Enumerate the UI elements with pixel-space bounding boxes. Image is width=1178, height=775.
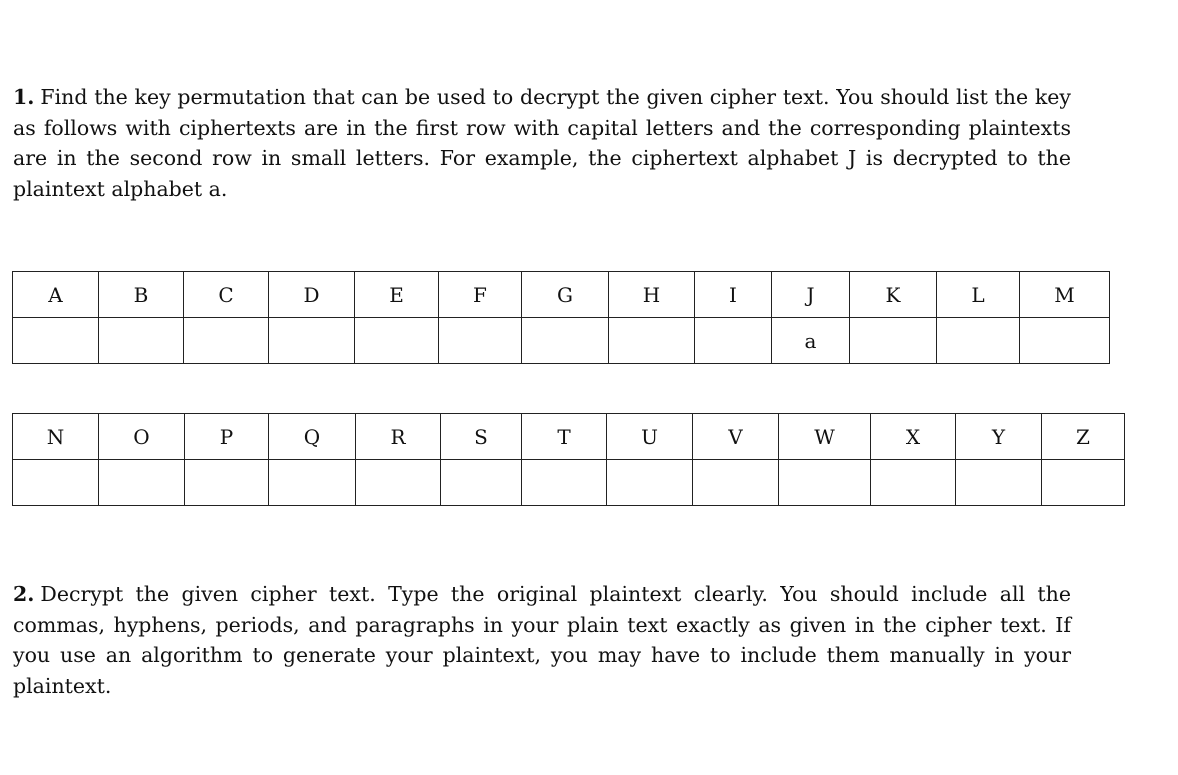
plain-cell[interactable] xyxy=(522,318,609,364)
cipher-cell: W xyxy=(779,414,871,460)
question-2-number: 2. xyxy=(13,582,35,606)
cipher-cell: G xyxy=(522,272,609,318)
plain-cell[interactable] xyxy=(695,318,772,364)
plain-cell[interactable] xyxy=(522,460,607,506)
key-table-a-to-m xyxy=(12,271,1110,364)
cipher-cell: D xyxy=(269,272,355,318)
cipher-cell: K xyxy=(850,272,937,318)
plain-cell[interactable] xyxy=(441,460,522,506)
question-2 xyxy=(13,579,1071,701)
question-1-text: Find the key permutation that can be used to decrypt the given cipher text. You should list the key as follows with ciphertexts are in the first row with capital letters and the corresponding plaintexts are in the second row in small letters. For example, the ciphertext alphabet J is decrypted to the plaintext alphabet a. xyxy=(13,85,1071,201)
question-1-number: 1. xyxy=(13,85,35,109)
plain-cell[interactable] xyxy=(693,460,779,506)
cipher-cell: S xyxy=(441,414,522,460)
plain-row xyxy=(13,460,1125,506)
plain-cell[interactable]: a xyxy=(772,318,850,364)
plain-cell[interactable] xyxy=(1042,460,1125,506)
key-table-n-to-z xyxy=(12,413,1125,506)
plain-cell[interactable] xyxy=(956,460,1042,506)
cipher-cell: I xyxy=(695,272,772,318)
plain-row xyxy=(13,318,1110,364)
plain-cell[interactable] xyxy=(269,318,355,364)
cipher-cell: B xyxy=(99,272,184,318)
plain-cell[interactable] xyxy=(779,460,871,506)
plain-cell[interactable] xyxy=(871,460,956,506)
cipher-cell: V xyxy=(693,414,779,460)
cipher-cell: P xyxy=(185,414,269,460)
plain-cell[interactable] xyxy=(185,460,269,506)
plain-cell[interactable] xyxy=(99,460,185,506)
plain-cell[interactable] xyxy=(269,460,356,506)
cipher-cell: Z xyxy=(1042,414,1125,460)
plain-cell[interactable] xyxy=(1020,318,1110,364)
question-1 xyxy=(13,82,1071,204)
cipher-cell: T xyxy=(522,414,607,460)
plain-cell[interactable] xyxy=(850,318,937,364)
cipher-cell: H xyxy=(609,272,695,318)
cipher-row xyxy=(13,414,1125,460)
plain-cell[interactable] xyxy=(937,318,1020,364)
cipher-cell: A xyxy=(13,272,99,318)
plain-cell[interactable] xyxy=(609,318,695,364)
cipher-cell: F xyxy=(439,272,522,318)
plain-cell[interactable] xyxy=(99,318,184,364)
plain-cell[interactable] xyxy=(355,318,439,364)
plain-cell[interactable] xyxy=(439,318,522,364)
cipher-cell: R xyxy=(356,414,441,460)
plain-cell[interactable] xyxy=(13,460,99,506)
cipher-cell: N xyxy=(13,414,99,460)
cipher-cell: X xyxy=(871,414,956,460)
cipher-cell: O xyxy=(99,414,185,460)
cipher-row xyxy=(13,272,1110,318)
plain-cell[interactable] xyxy=(184,318,269,364)
cipher-cell: Y xyxy=(956,414,1042,460)
question-2-text: Decrypt the given cipher text. Type the original plaintext clearly. You should include all the commas, hyphens, periods, and paragraphs in your plain text exactly as given in the cipher text. If you use an algorithm to generate your plaintext, you may have to include them manually in your plaintext. xyxy=(13,582,1071,698)
cipher-cell: Q xyxy=(269,414,356,460)
cipher-cell: J xyxy=(772,272,850,318)
cipher-cell: C xyxy=(184,272,269,318)
plain-cell[interactable] xyxy=(607,460,693,506)
plain-cell[interactable] xyxy=(356,460,441,506)
cipher-cell: L xyxy=(937,272,1020,318)
plain-cell[interactable] xyxy=(13,318,99,364)
cipher-cell: M xyxy=(1020,272,1110,318)
cipher-cell: E xyxy=(355,272,439,318)
cipher-cell: U xyxy=(607,414,693,460)
